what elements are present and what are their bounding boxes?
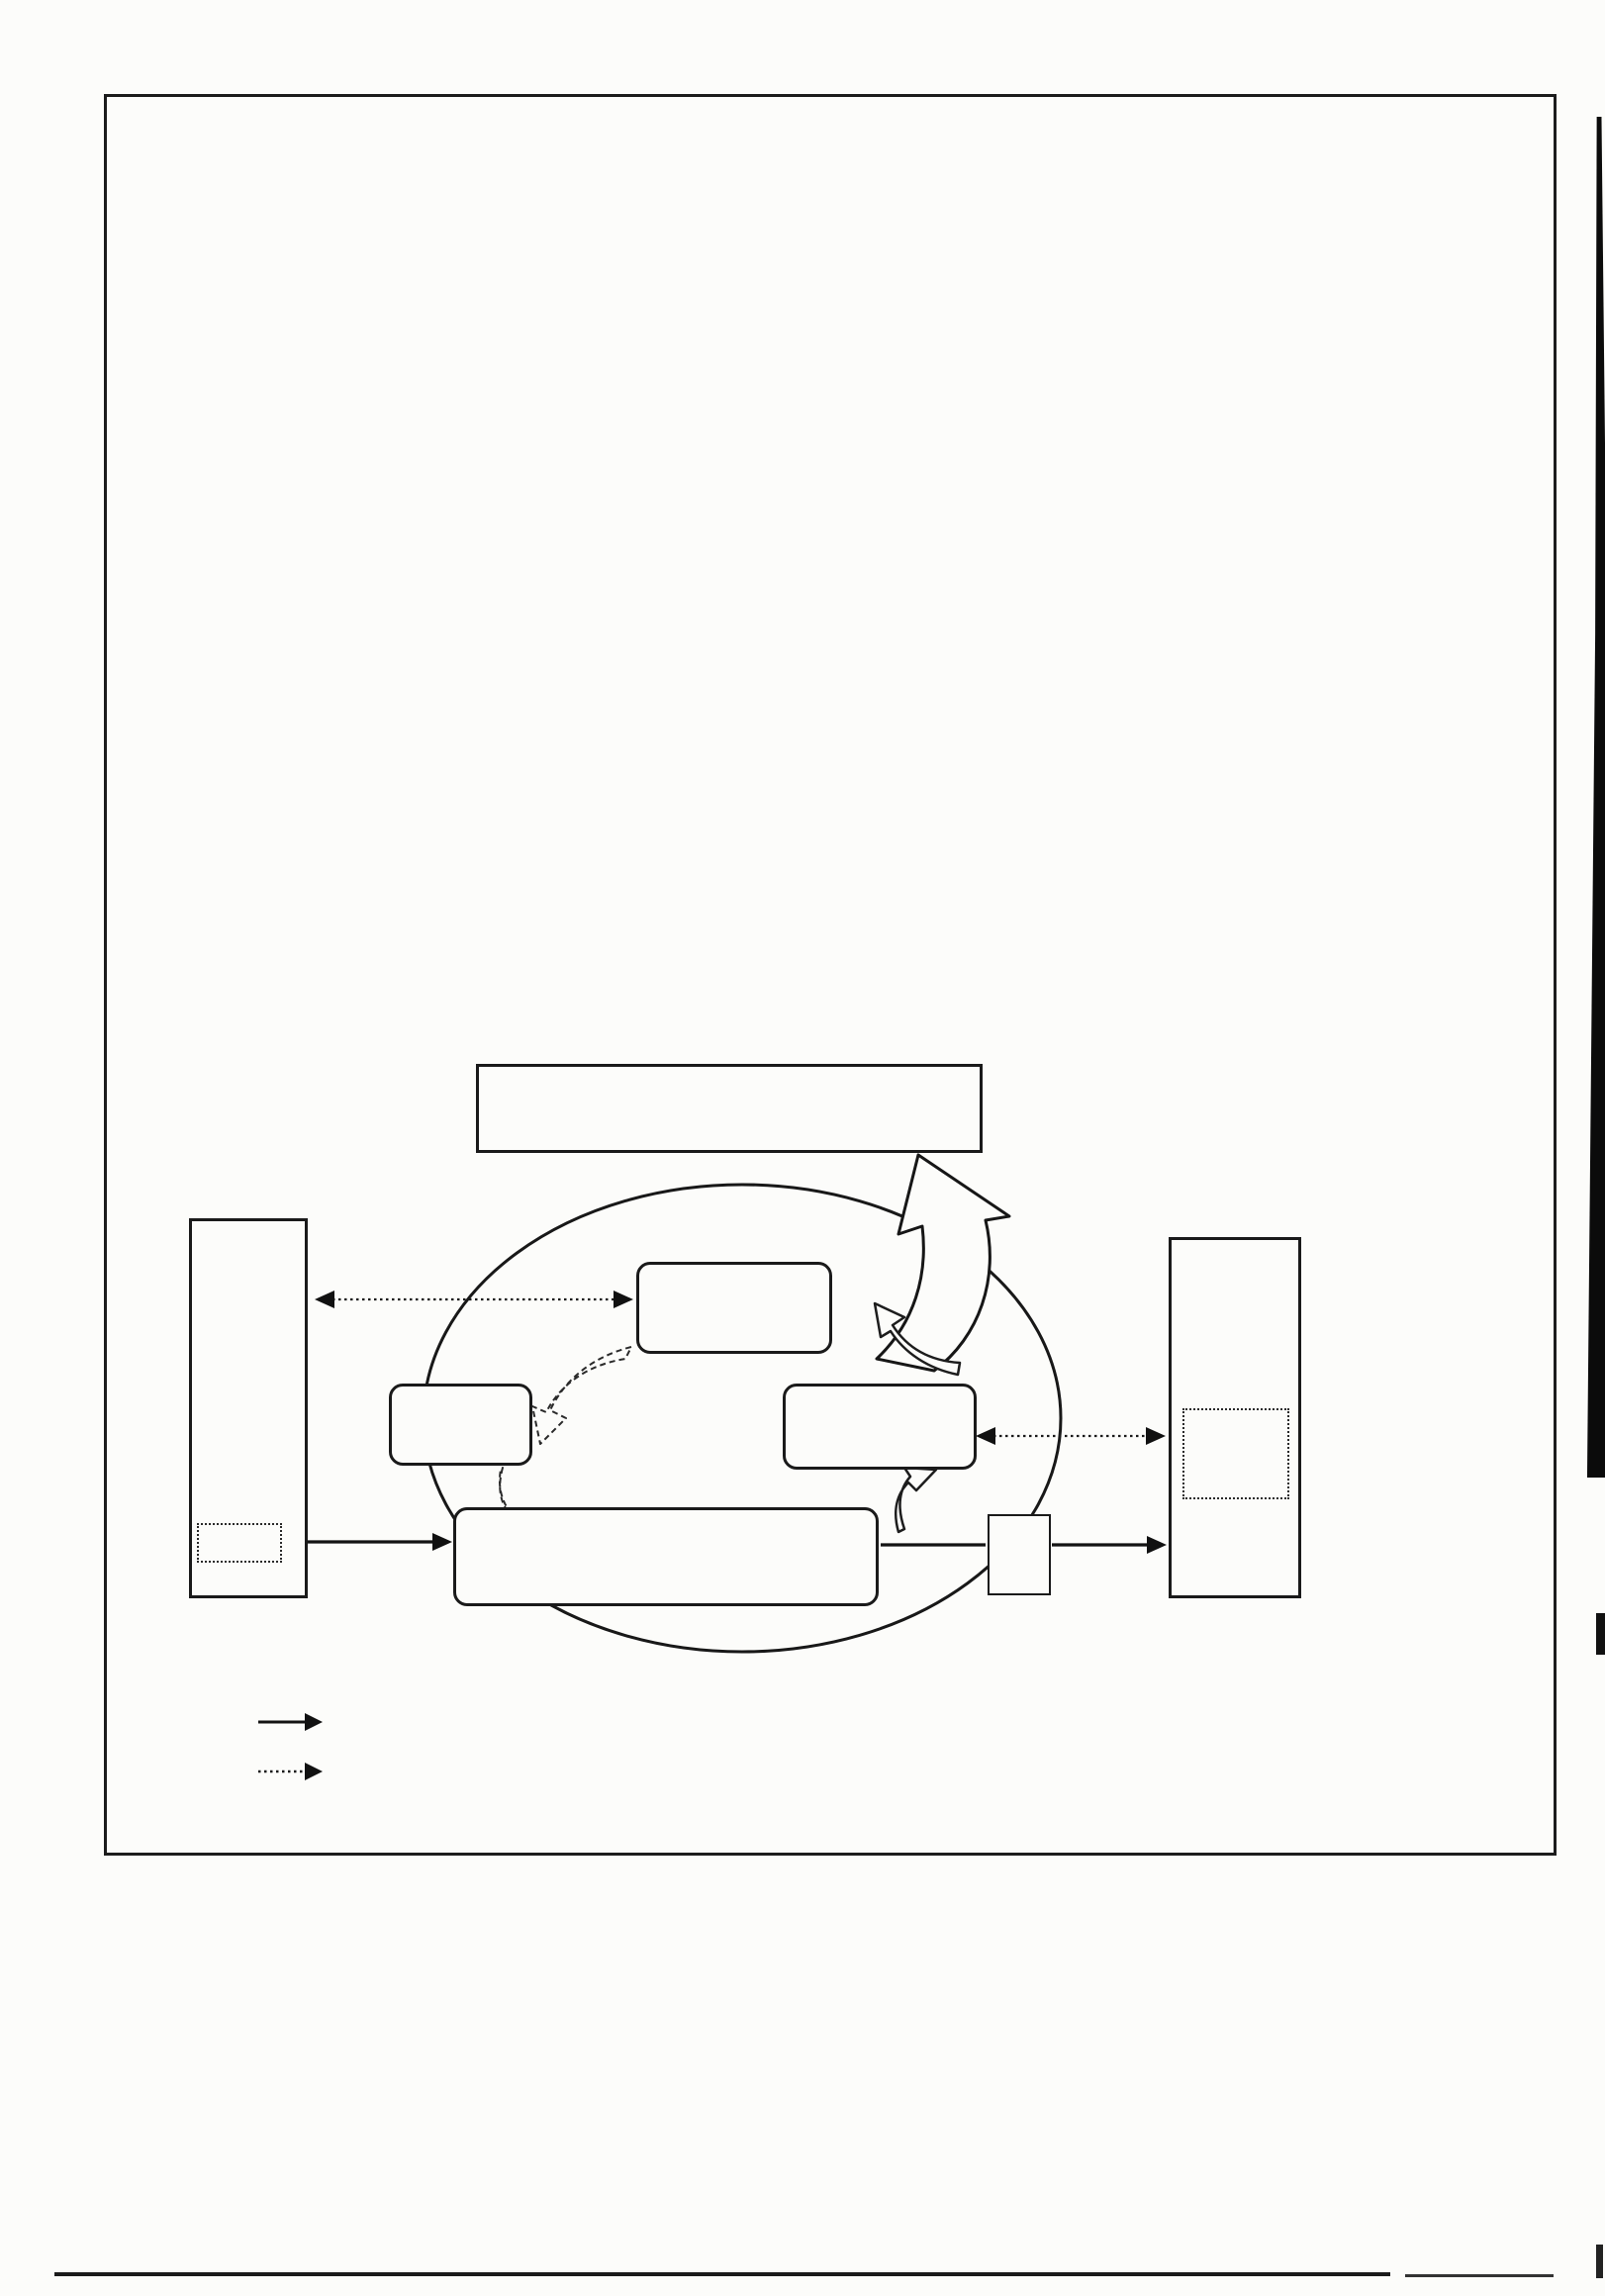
list-item-d (121, 179, 1538, 236)
info-arrow-left-head-r (614, 1291, 633, 1308)
info-arrow-left-head-l (315, 1291, 334, 1308)
product-box (988, 1514, 1051, 1595)
scanner-artifact-bottom-line1 (54, 2272, 1390, 2276)
product-realization-box (453, 1507, 879, 1606)
continual-improvement-box (476, 1064, 983, 1153)
requirements-box (197, 1523, 282, 1563)
realization-to-measurement-arrow (896, 1468, 936, 1532)
content-border-box (104, 94, 1557, 1856)
process-model-diagram (107, 1022, 1554, 1859)
pdca-row-check (121, 310, 1538, 366)
management-responsibility-box (636, 1262, 832, 1354)
scanner-artifact-tick1 (1596, 1613, 1605, 1655)
measurement-analysis-box (783, 1384, 977, 1470)
info-arrow-right-head-r (1146, 1427, 1166, 1445)
management-to-resources-arrow (532, 1347, 631, 1444)
legend-solid-arrow-head (305, 1713, 323, 1731)
pdca-row-act (121, 366, 1538, 423)
scanner-artifact-bottom-line2 (1405, 2274, 1554, 2277)
scanner-artifact-bar (1583, 117, 1605, 1478)
scanner-artifact-tick2 (1596, 2245, 1603, 2278)
list-item-c (121, 123, 1538, 179)
text-flow (107, 97, 1554, 423)
resource-management-box (389, 1384, 532, 1466)
input-arrow-left-head (432, 1533, 452, 1551)
legend-dotted-arrow-head (305, 1763, 323, 1780)
info-arrow-right-head-l (976, 1427, 995, 1445)
pdca-row-do (121, 253, 1538, 310)
input-arrow-right-head (1147, 1536, 1167, 1554)
satisfaction-box (1182, 1408, 1289, 1499)
